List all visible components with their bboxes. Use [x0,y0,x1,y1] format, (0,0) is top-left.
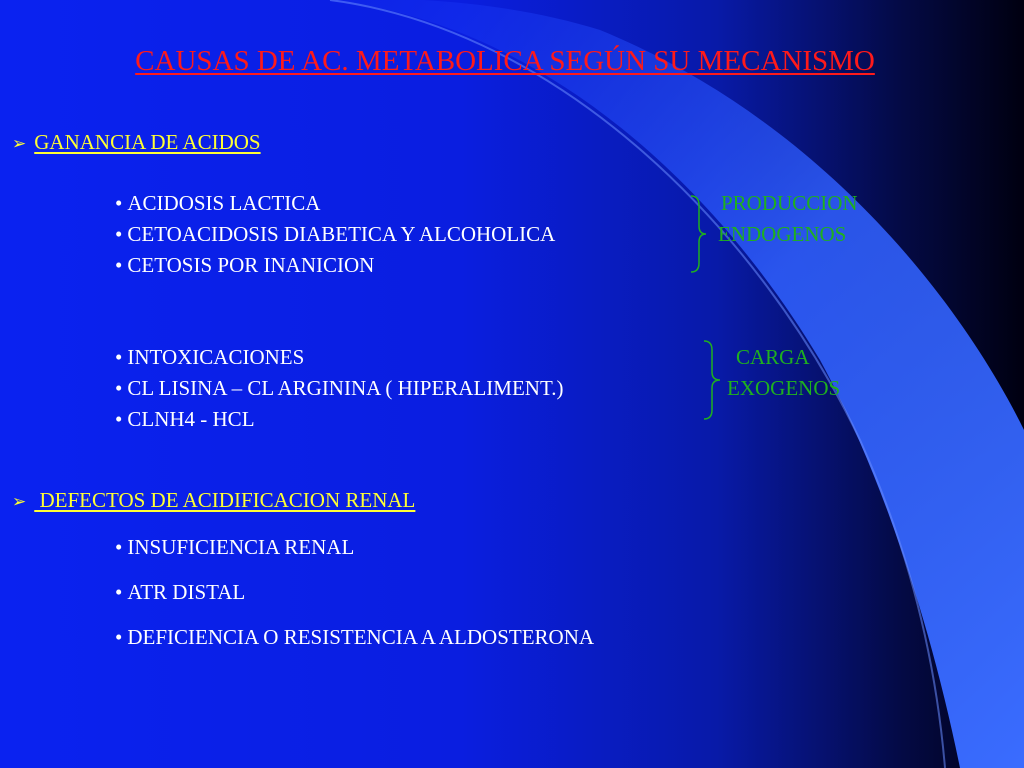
list-item: • ACIDOSIS LACTICA [115,191,321,215]
bullet-icon: • [115,580,123,604]
bullet-icon: • [115,535,123,559]
section-label: DEFECTOS DE ACIDIFICACION RENAL [34,488,416,512]
arrow-bullet-icon: ➢ [12,492,27,512]
bullet-icon: • [115,407,123,431]
bullet-icon: • [115,191,123,215]
list-item: • DEFICIENCIA O RESISTENCIA A ALDOSTERONA [115,625,595,649]
bullet-icon: • [115,345,123,369]
section-ganancia-de-acidos [12,129,261,157]
bullet-icon: • [115,222,123,246]
bullet-icon: • [115,253,123,277]
list-item: • CETOSIS POR INANICION [115,253,375,277]
list-item: • INSUFICIENCIA RENAL [115,535,355,559]
list-item: • CL LISINA – CL ARGININA ( HIPERALIMENT.) [115,376,564,400]
note-carga: CARGA [736,345,810,369]
right-brace-icon [687,195,707,273]
bullet-icon: • [115,376,123,400]
right-brace-icon [700,340,722,420]
list-item: • ATR DISTAL [115,580,246,604]
section-label: GANANCIA DE ACIDOS [34,130,261,154]
note-produccion: PRODUCCION [721,191,858,215]
note-exogenos: EXOGENOS [727,376,841,400]
arrow-bullet-icon: ➢ [12,134,27,154]
list-item: • CLNH4 - HCL [115,407,255,431]
bullet-icon: • [115,625,123,649]
list-item: • CETOACIDOSIS DIABETICA Y ALCOHOLICA [115,222,556,246]
slide-title: CAUSAS DE AC. METABOLICA SEGÚN SU MECANISMO [135,45,875,77]
list-item: • INTOXICACIONES [115,345,305,369]
note-endogenos: ENDOGENOS [718,222,847,246]
section-defectos-acidificacion-renal [12,487,415,515]
